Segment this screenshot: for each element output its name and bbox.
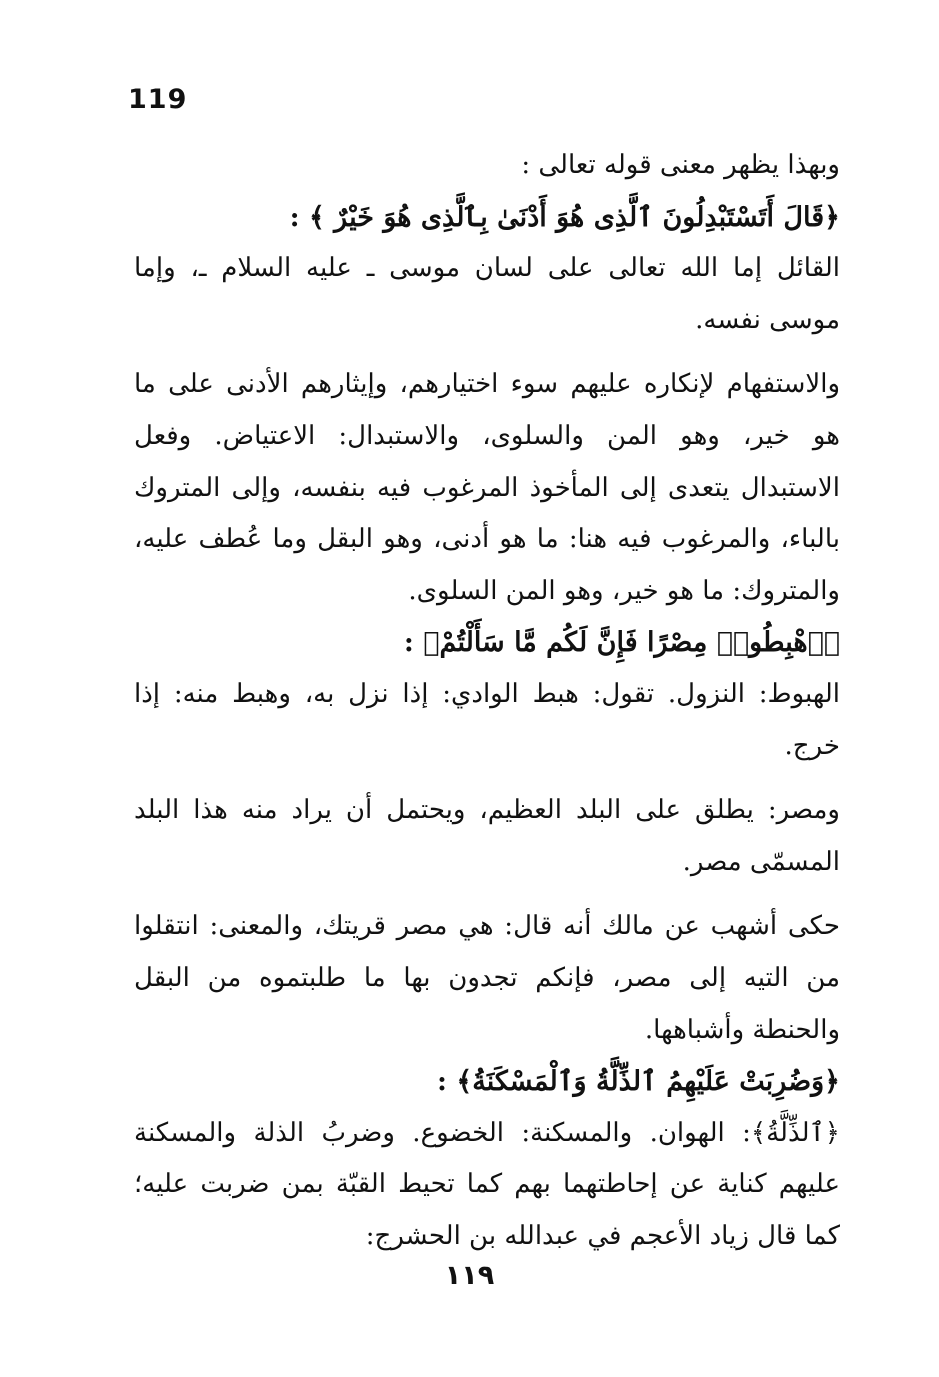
paragraph-speaker: القائل إما الله تعالى على لسان موسى ـ عليه السلام ـ، وإما موسى نفسه. — [134, 253, 840, 335]
paragraph-ashhab: حكى أشهب عن مالك أنه قال: هي مصر قريتك، والمعنى: انتقلوا من التيه إلى مصر، فإنكم تجدون بها ما طلبتموه من البقل والحنطة وأشباهها. — [134, 911, 840, 1045]
footer-page-number: ١١٩ — [444, 1260, 495, 1291]
paragraph-istifham: والاستفهام لإنكاره عليهم سوء اختيارهم، وإيثارهم الأدنى على ما هو خير، وهو المن والسلوى، والاستبدال: الاعتياض. وفعل الاستبدال يتعدى إلى المأخوذ المرغوب فيه بنفسه، وإلى المتروك بالباء، والمرغوب فيه هنا: ما هو أدنى، وهو البقل وما عُطف عليه، والمتروك: ما هو خير، وهو المن السلوى. — [134, 369, 840, 606]
verse-quote-3: ﴿وَضُرِبَتْ عَلَيْهِمُ ٱلذِّلَّةُ وَٱلْمَسْكَنَةُ﴾ : — [437, 1066, 840, 1098]
verse-quote-1: ﴿قَالَ أَتَسْتَبْدِلُونَ ٱلَّذِى هُوَ أَدْنَىٰ بِٱلَّذِى هُوَ خَيْرٌ ﴾ : — [289, 201, 840, 233]
paragraph-intro: وبهذا يظهر معنى قوله تعالى : — [521, 150, 840, 180]
header-page-number: 119 — [128, 84, 188, 115]
page-body — [134, 140, 840, 1262]
paragraph-hubut: الهبوط: النزول. تقول: هبط الوادي: إذا نزل به، وهبط منه: إذا خرج. — [134, 678, 840, 761]
paragraph-misr: ومصر: يطلق على البلد العظيم، ويحتمل أن يراد منه هذا البلد المسمّى مصر. — [134, 795, 840, 877]
paragraph-dhilla: ﴿ٱلذِّلَّةُ﴾: الهوان. والمسكنة: الخضوع. وضربُ الذلة والمسكنة عليهم كناية عن إحاطتهما بهم كما تحيط القبّة بمن ضربت عليه؛ كما قال زياد الأعجم في عبدالله بن الحشرج: — [134, 1117, 840, 1251]
verse-quote-2: ﴿ٱهْبِطُوا۟ مِصْرًا فَإِنَّ لَكُم مَّا سَأَلْتُمْ﴾ : — [403, 627, 840, 659]
